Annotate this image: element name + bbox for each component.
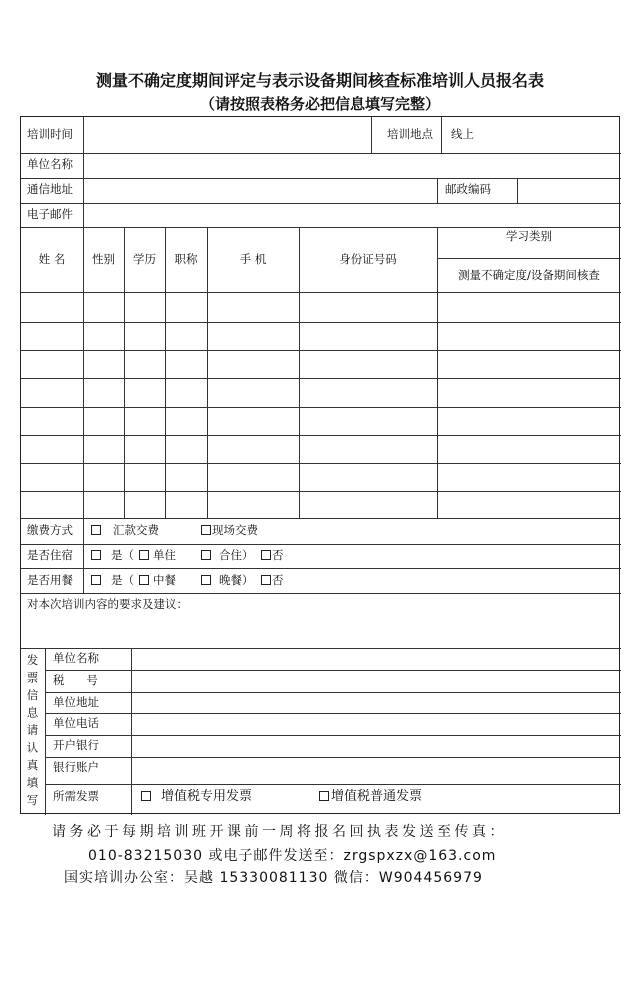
email-label: 电子邮件 [27,207,73,221]
checkbox-icon[interactable] [319,791,329,801]
train-place-label: 培训地点 [387,127,433,141]
invoice-phone-label: 单位电话 [53,716,99,730]
meal-lunch-option[interactable]: 中餐 [139,575,176,587]
col-title: 职称 [174,252,198,266]
invoice-account-label: 银行账户 [53,760,99,774]
invoice-address-field[interactable] [135,695,615,711]
invoice-unit-name-label: 单位名称 [53,651,99,665]
meal-dinner-option[interactable]: 晚餐） [201,575,254,587]
checkbox-icon[interactable] [91,575,101,585]
address-label: 通信地址 [27,182,73,196]
email-field[interactable] [87,206,617,224]
footer-line1: 请务必于每期培训班开课前一周将报名回执表发送至传真： [52,824,507,840]
unit-name-field[interactable] [87,157,617,175]
stay-yes-option[interactable]: 是（ [91,550,134,562]
col-study-type: 学习类别 [506,229,552,243]
train-place-value[interactable]: 线上 [451,127,474,141]
checkbox-icon[interactable] [91,550,101,560]
address-field[interactable] [87,181,433,199]
payment-label: 缴费方式 [27,523,73,537]
checkbox-icon[interactable] [261,575,271,585]
unit-name-label: 单位名称 [27,157,73,171]
meal-no-option[interactable]: 否 [261,575,284,587]
invoice-bank-label: 开户银行 [53,738,99,752]
footer-line2: 010-83215030 或电子邮件发送至：zrgspxzx@163.com [88,848,497,864]
invoice-side-label: 发票信息请认真填写 [25,654,40,812]
invoice-type-label: 所需发票 [53,789,99,803]
train-time-label: 培训时间 [27,127,73,141]
col-name: 姓 名 [38,252,66,266]
col-education: 学历 [133,252,156,266]
checkbox-icon[interactable] [91,525,101,535]
invoice-tax-label: 税 号 [53,673,98,687]
payment-transfer-option[interactable]: 汇款交费 [91,525,159,537]
checkbox-icon[interactable] [261,550,271,560]
invoice-unit-name-field[interactable] [135,651,615,667]
checkbox-icon[interactable] [139,575,149,585]
suggestion-label-text: 对本次培训内容的要求及建议： [27,597,188,611]
invoice-tax-field[interactable] [135,673,615,689]
col-id: 身份证号码 [339,252,397,266]
meal-yes-option[interactable]: 是（ [91,575,134,587]
invoice-phone-field[interactable] [135,716,615,732]
invoice-account-field[interactable] [135,760,615,780]
invoice-bank-field[interactable] [135,738,615,754]
meal-label: 是否用餐 [27,573,73,587]
suggestion-field[interactable] [27,615,615,645]
registration-form [20,116,620,814]
stay-label: 是否住宿 [27,548,73,562]
form-subtitle: （请按照表格务必把信息填写完整） [199,95,440,113]
stay-single-option[interactable]: 单住 [139,550,176,562]
checkbox-icon[interactable] [201,550,211,560]
stay-shared-option[interactable]: 合住） [201,550,254,562]
checkbox-icon[interactable] [201,575,211,585]
form-title: 测量不确定度期间评定与表示设备期间核查标准培训人员报名表 [95,71,544,90]
checkbox-icon[interactable] [139,550,149,560]
invoice-address-label: 单位地址 [53,695,99,709]
postcode-label: 邮政编码 [445,182,491,196]
col-study-type-value: 测量不确定度/设备期间核查 [458,268,600,282]
train-time-field[interactable] [87,121,369,149]
vat-normal-option[interactable]: 增值税普通发票 [319,790,422,803]
checkbox-icon[interactable] [201,525,211,535]
footer-line3: 国实培训办公室：吴越 15330081130 微信：W904456979 [64,870,483,886]
payment-onsite-option[interactable]: 现场交费 [201,525,258,537]
stay-no-option[interactable]: 否 [261,550,284,562]
col-phone: 手 机 [239,252,267,266]
checkbox-icon[interactable] [141,791,151,801]
col-gender: 性别 [92,252,115,266]
vat-special-option[interactable]: 增值税专用发票 [141,790,252,803]
postcode-field[interactable] [521,181,617,199]
